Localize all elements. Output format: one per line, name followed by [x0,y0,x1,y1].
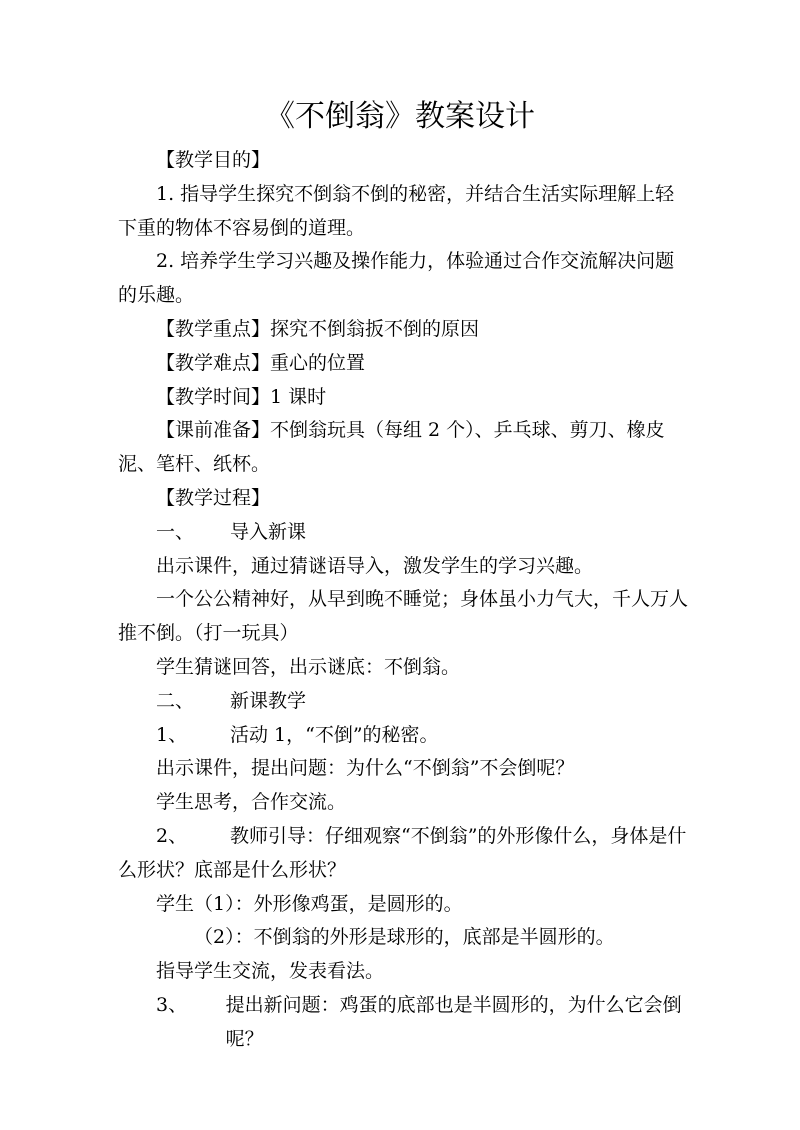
step2-number: 2、 [156,824,188,847]
prep-line [118,414,690,482]
time-text: 1 课时 [270,385,327,408]
document-title: 《不倒翁》教案设计 [265,99,535,134]
goal-1: 1. 指导学生探究不倒翁不倒的秘密，并结合生活实际理解上轻下重的物体不容易倒的道理。 [118,182,675,239]
part2-heading [118,685,690,719]
paragraph-3: 学生猜谜回答，出示谜底：不倒翁。 [156,655,461,678]
difficulty-text: 重心的位置 [270,351,366,374]
paragraph-6: 学生（1）：外形像鸡蛋，是圆形的。 [156,892,463,915]
part1-number: 一、 [156,520,195,543]
paragraph-5: 学生思考，合作交流。 [156,791,347,814]
goal-2: 2. 培养学生学习兴趣及操作能力，体验通过合作交流解决问题的乐趣。 [118,250,675,307]
step2-text: 教师引导：仔细观察“不倒翁”的外形像什么，身体是什么形状？底部是什么形状？ [118,824,687,881]
difficulty-line [118,347,690,381]
step2-paragraph [118,820,690,888]
prep-label: 【课前准备】 [156,419,271,442]
difficulty-label: 【教学难点】 [156,351,271,374]
key-point-text: 探究不倒翁扳不倒的原因 [270,317,480,340]
riddle-paragraph: 一个公公精神好，从早到晚不睡觉；身体虽小力气大，千人万人推不倒。（打一玩具） [118,588,689,645]
process-heading: 【教学过程】 [156,486,271,509]
paragraph-8: 指导学生交流，发表看法。 [156,960,385,983]
part1-title: 导入新课 [230,520,307,543]
step3-text: 提出新问题：鸡蛋的底部也是半圆形的，为什么它会倒呢？ [225,993,682,1050]
part2-title: 新课教学 [230,689,307,712]
paragraph-1: 出示课件，通过猜谜语导入，激发学生的学习兴趣。 [156,554,594,577]
part2-number: 二、 [156,689,195,712]
key-point-label: 【教学重点】 [156,317,271,340]
goals-heading: 【教学目的】 [156,149,271,171]
paragraph-4: 出示课件，提出问题：为什么“不倒翁”不会倒呢？ [156,757,575,780]
step1-line [118,719,690,753]
time-label: 【教学时间】 [156,385,271,408]
step3-line [118,989,690,1057]
step1-number: 1、 [156,723,188,746]
time-line [118,381,690,415]
document-body [118,144,690,1057]
step1-text: 活动 1，“不倒”的秘密。 [230,723,439,746]
paragraph-7: （2）：不倒翁的外形是球形的，底部是半圆形的。 [194,926,615,949]
step3-number: 3、 [156,993,188,1016]
prep-text: 不倒翁玩具（每组 2 个）、乒乓球、剪刀、橡皮泥、笔杆、纸杯。 [118,419,665,476]
part1-heading [118,516,690,550]
key-point-line [118,313,690,347]
